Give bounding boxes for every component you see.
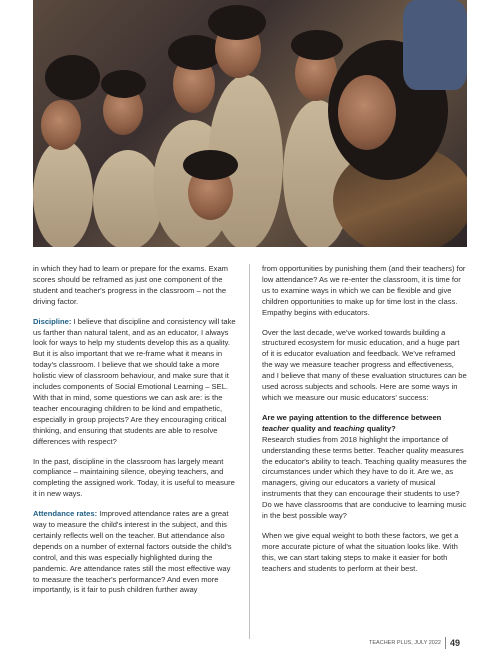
page-footer [369, 637, 460, 649]
publication-name: TEACHER PLUS, JULY 2022 [369, 640, 441, 646]
paragraph [33, 317, 238, 448]
student-figure [33, 140, 93, 247]
paragraph-body: I believe that discipline and consistency will take us farther than natural talent, and as an educator, I always look for ways to help my students develop this as a quality. But it is also important that we re-frame what it means in today's classroom. I believe that we should take a more holistic view of classroom behaviour, and make sure that it includes components of Social Emotional Learning – SEL. With that in mind, some questions we can ask are: is the teacher encouraging children to be kind and empathetic, especially in group projects? Are they encouraging critical thinking, and ensuring that students are able to resolve differences with respect? [33, 316, 236, 446]
student-figure [93, 150, 163, 247]
adult-figure [403, 0, 467, 90]
right-column [262, 264, 467, 584]
classroom-photo [33, 0, 467, 247]
paragraph: from opportunities by punishing them (and their teachers) for low attendance? As we re-enter the classroom, it is time for us to examine ways in which we can be flexible and give children opportunities to make up for time lost in the class. Empathy begins with educators. [262, 264, 466, 317]
paragraph: in which they had to learn or prepare for the exams. Exam scores should be reframed as just one component of the student and teacher's progress in the classroom – not the driving factor. [33, 264, 229, 306]
paragraph-lead: Attendance rates: [33, 509, 98, 519]
footer-divider [445, 637, 446, 649]
paragraph: Research studies from 2018 highlight the importance of understanding these terms better. Teacher quality measures the educator's ability to teach. Teaching quality measures the circumstances under which they have to do it. Are we, as managers, giving our educators a variety of musical instruments that they can encourage their students to use? Do we have classrooms that are conducive to learning music in the best possible way? [262, 434, 467, 521]
paragraph: In the past, discipline in the classroom has largely meant compliance – maintaining silence, obeying teachers, and completing the assigned work. Today, it is useful to measure it in new ways. [33, 456, 235, 499]
student-face [41, 100, 81, 150]
paragraph [33, 509, 238, 596]
student-hair [291, 30, 343, 60]
left-column [33, 264, 238, 605]
paragraph: When we give equal weight to both these factors, we get a more accurate picture of what the situation looks like. With this, we can start taking steps to make it easier for both teachers and students to perform at their best. [262, 530, 459, 573]
student-hair [101, 70, 146, 98]
section-question: Are we paying attention to the difference between teacher quality and teaching quality? [262, 412, 442, 433]
student-hair [183, 150, 238, 180]
student-hair [45, 55, 100, 100]
paragraph: Over the last decade, we've worked towards building a structured ecosystem for music education, and a huge part of it is educator evaluation and feedback. We've reframed the way we measure teacher progress and effectiveness, and I believe that many of these evaluation structures can be used across subjects and schools. Here are some ways in which we measure our music educators' success: [262, 327, 467, 402]
paragraph-body: Improved attendance rates are a great way to measure the child's interest in the subject, and this certainly reflects well on the teacher. But attendance also depends on a number of external factors outside the child's control, and this was especially highlighted during the pandemic. Are attendance rates still the most effective way to measure the teacher's performance? And even more importantly, is it fair to push children further away [33, 509, 232, 595]
teacher-face [338, 75, 396, 150]
student-hair [208, 5, 266, 40]
column-divider [249, 264, 250, 639]
paragraph-lead: Discipline: [33, 316, 72, 326]
page-number: 49 [449, 638, 460, 648]
